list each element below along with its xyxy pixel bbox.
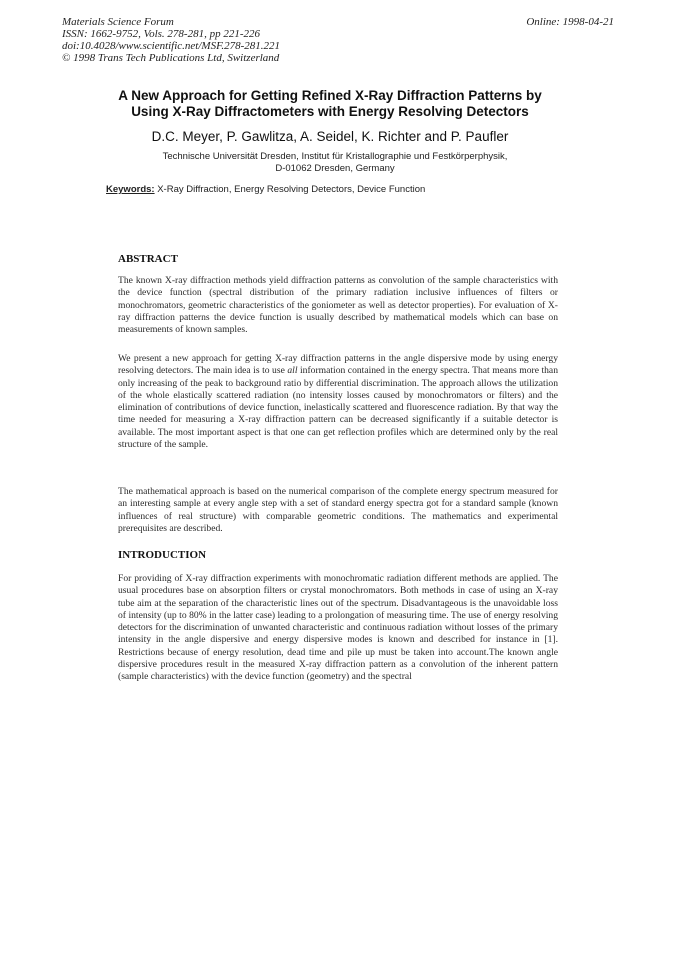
doi-line[interactable]: doi:10.4028/www.scientific.net/MSF.278-281.221 [62, 40, 281, 52]
abstract-heading: ABSTRACT [118, 253, 178, 265]
keywords-text: X-Ray Diffraction, Energy Resolving Detectors, Device Function [157, 184, 426, 195]
copyright-line: © 1998 Trans Tech Publications Ltd, Switzerland [62, 52, 280, 64]
abstract-paragraph-1: The known X-ray diffraction methods yield diffraction patterns as convolution of the sample characteristics with the device function (spectral distribution of the primary radiation inclusive influences of filters or monochromators, geometric characteristics of the goniometer as well as detector properties). For evaluation of X-ray diffraction patterns the device function is usually described by mathematical models which can base on measurements of known samples. [118, 275, 558, 336]
publication-info [62, 16, 280, 64]
affiliation-line: Technische Universität Dresden, Institut für Kristallographie und Festkörperphysik, [162, 151, 508, 162]
keywords-label: Keywords: [106, 184, 155, 195]
paper-title: A New Approach for Getting Refined X-Ray Diffraction Patterns by Using X-Ray Diffractometers with Energy Resolving Detectors [118, 88, 542, 119]
keywords [106, 184, 425, 195]
issn-line: ISSN: 1662-9752, Vols. 278-281, pp 221-226 [62, 28, 260, 40]
online-date: Online: 1998-04-21 [526, 16, 614, 28]
abstract-paragraph-3: The mathematical approach is based on the numerical comparison of the complete energy spectrum measured for an interesting sample at every angle step with a set of standard energy spectra got for a standard sample (known influences of real structure) with comparable geometric conditions. The mathematics and experimental prerequisites are described. [118, 486, 558, 534]
emphasis-all: all [287, 365, 298, 377]
journal-name: Materials Science Forum [62, 16, 174, 28]
abstract-paragraph-2 [118, 353, 558, 451]
author-list: D.C. Meyer, P. Gawlitza, A. Seidel, K. Richter and P. Paufler [151, 129, 509, 144]
affiliation [100, 151, 570, 175]
introduction-paragraph-1: For providing of X-ray diffraction experiments with monochromatic radiation different methods are applied. The usual procedures base on absorption filters or crystal monochromators. Both methods in case of using an X-ray tube aim at the separation of the characteristic lines out of the spectrum. Disadvantageous is the unavoidable loss of intensity (up to 80% in the latter case) leading to a prolongation of measuring time. The use of energy resolving detectors for the discrimination of unwanted characteristic and continuous radiation without losses of the primary intensity in the angle dispersive and energy dispersive modes is known and described for instance in [1]. Restrictions because of energy resolution, dead time and pile up must be taken into account.The known angle dispersive procedures result in the measured X-ray diffraction pattern as a convolution of the inherent pattern (sample characteristics) with the device function (geometry) and the spectral [118, 573, 558, 683]
abstract-p2-text: We present a new approach for getting X-ray diffraction patterns in the angle dispersive mode by using energy resolving detectors. The main idea is to use [118, 353, 558, 377]
affiliation-address: D-01062 Dresden, Germany [275, 163, 395, 174]
introduction-heading: INTRODUCTION [118, 549, 207, 561]
abstract-p2-text-continued: information contained in the energy spectra. That means more than only increasing of the peak to background ratio by differential discrimination. The approach allows the utilization of the whole elastically scattered radiation (no intensity losses caused by monochromators or filters) and the elimination of contributions of device function, inelastically scattered and fluorescence radiation. By that way the time needed for measuring a X-ray diffraction pattern can be decreased significantly if a suitable detector is available. The most important aspect is that one can get reflection profiles which are determined only by the real structure of the sample. [118, 365, 558, 451]
